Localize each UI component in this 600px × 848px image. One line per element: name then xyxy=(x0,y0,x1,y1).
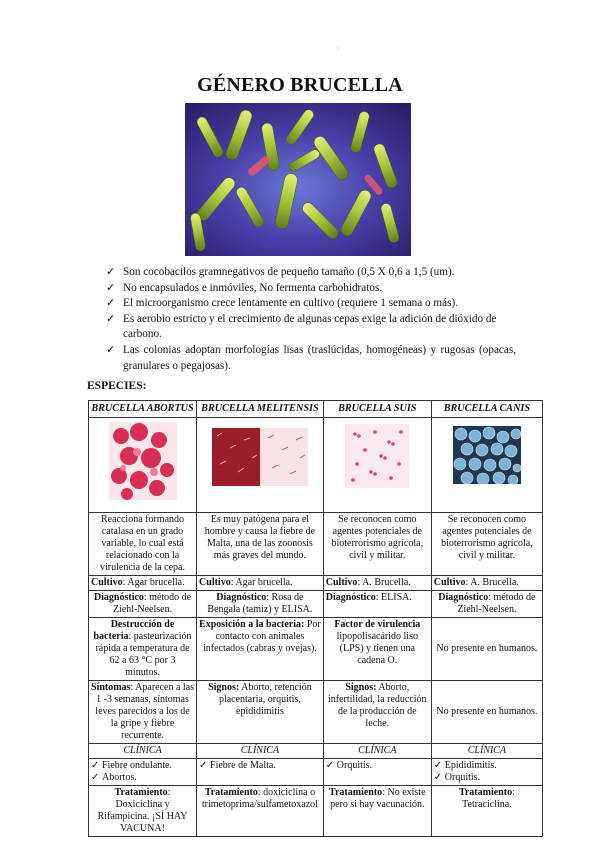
table-row xyxy=(89,513,543,576)
description-abortus: Reacciona formando catalasa en un grado variable, lo cual está relacionado con la virulencia de la cepa. xyxy=(89,513,197,576)
canis-image-cell xyxy=(431,418,542,513)
brucella-hero-illustration xyxy=(185,103,411,256)
diagnostico-suis: Diagnóstico: ELISA. xyxy=(323,591,431,618)
check-icon: ✓ xyxy=(106,266,116,278)
diagnostico-melitensis: Diagnóstico: Rosa de Bengala (tamiz) y ELISA. xyxy=(197,591,324,618)
description-suis: Se reconocen como agentes potenciales de bioterrorismo agrícola, civil y militar. xyxy=(323,513,431,576)
cultivo-canis: Cultivo: A. Brucella. xyxy=(431,576,542,591)
list-item: ✓ Es aerobio estricto y el crecimiento de algunas cepas exige la adición de dióxido de carbono. xyxy=(106,312,497,341)
tratamiento-canis: Tratamiento: Tetraciclina. xyxy=(431,786,542,837)
check-icon: ✓ xyxy=(433,760,443,771)
list-item: ✓ Fiebre de Malta. xyxy=(199,760,276,771)
list-item: ✓ Abortos. xyxy=(91,772,137,783)
list-item: ✓ No encapsulados e inmóviles, No fermenta carbohidratos. xyxy=(106,281,516,297)
header-canis: BRUCELLA CANIS xyxy=(431,401,542,418)
table-row xyxy=(89,591,543,618)
check-icon: ✓ xyxy=(91,760,100,771)
melitensis-micrograph xyxy=(212,428,308,486)
description-canis: Se reconocen como agentes potenciales de bioterrorismo agrícola, civil y militar. xyxy=(431,513,542,576)
diagnostico-abortus: Diagnóstico: método de Ziehl-Neelsen. xyxy=(89,591,197,618)
clinica-label-canis: CLÍNICA xyxy=(431,744,542,759)
list-item: ✓ El microorganismo crece lentamente en cultivo (requiere 1 semana o más). xyxy=(106,296,516,312)
suis-micrograph xyxy=(345,424,409,488)
page-title: GÉNERO BRUCELLA xyxy=(197,74,403,96)
suis-image-cell xyxy=(323,418,431,513)
check-icon: ✓ xyxy=(106,297,116,310)
species-heading: ESPECIES: xyxy=(87,380,147,392)
sintomas-abortus: Síntomas: Aparecen a las 1 -3 semanas, síntomas leves parecidos a los de la gripe y fiebre recurrente. xyxy=(89,681,197,744)
header-abortus: BRUCELLA ABORTUS xyxy=(89,401,197,418)
header-suis: BRUCELLA SUIS xyxy=(323,401,431,418)
melitensis-image-cell xyxy=(197,418,324,513)
check-icon: ✓ xyxy=(106,343,116,356)
table-header-row xyxy=(89,401,543,418)
cultivo-melitensis: Cultivo: Agar brucella. xyxy=(197,576,324,591)
table-row xyxy=(89,759,543,786)
signos-suis: Signos: Aborto, infertilidad, la reducción de la producción de leche. xyxy=(323,681,431,744)
destruccion-abortus: Destrucción de bacteria: pasteurización rápida a temperatura de 62 a 63 °C por 3 minutos. xyxy=(89,618,197,681)
clinica-suis xyxy=(323,759,431,786)
check-icon: ✓ xyxy=(199,760,208,771)
check-icon: ✓ xyxy=(91,772,100,783)
tratamiento-melitensis: Tratamiento: doxiciclina o trimetoprima/sulfametoxazol xyxy=(197,786,324,837)
diagnostico-canis: Diagnóstico: método de Ziehl-Neelsen. xyxy=(431,591,542,618)
description-melitensis: Es muy patógena para el hombre y causa la fiebre de Malta, una de las zoonosis más graves del mundo. xyxy=(197,513,324,576)
check-icon: ✓ xyxy=(325,760,335,771)
species-table xyxy=(88,400,543,837)
table-row xyxy=(89,576,543,591)
cultivo-suis: Cultivo: A. Brucella. xyxy=(323,576,431,591)
clinica-label-suis: CLÍNICA xyxy=(323,744,431,759)
clinica-abortus xyxy=(89,759,197,786)
table-row xyxy=(89,681,543,744)
header-melitensis: BRUCELLA MELITENSIS xyxy=(197,401,324,418)
exposicion-melitensis: Exposición a la bacteria: Por contacto con animales infectados (cabras y ovejas). xyxy=(197,618,324,681)
list-item: ✓ Son cocobacilos gramnegativos de pequeño tamaño (0,5 X 0,6 a 1,5 (um). xyxy=(106,265,516,281)
note-canis-1: No presente en humanos. xyxy=(431,618,542,681)
canis-micrograph xyxy=(453,426,521,484)
table-row xyxy=(89,786,543,837)
characteristics-list xyxy=(106,265,516,374)
table-row xyxy=(89,618,543,681)
check-icon: ✓ xyxy=(106,281,116,294)
abortus-image-cell xyxy=(89,418,197,513)
list-item: ✓ Orquitis. xyxy=(325,760,373,771)
note-canis-2: No presente en humanos. xyxy=(431,681,542,744)
table-row xyxy=(89,744,543,759)
header-mark: · xyxy=(337,44,340,53)
clinica-label-melitensis: CLÍNICA xyxy=(197,744,324,759)
signos-melitensis: Signos: Aborto, retención placentaria, orquitis, epididimitis xyxy=(197,681,324,744)
virulencia-suis: Factor de virulencia lipopolisacárido liso (LPS) y tienen una cadena O. xyxy=(323,618,431,681)
cultivo-abortus: Cultivo: Agar brucella. xyxy=(89,576,197,591)
table-row xyxy=(89,418,543,513)
list-item: ✓ Las colonias adoptan morfologías lisas (traslúcidas, homogéneas) y rugosas (opacas, granulares o pegajosas). xyxy=(106,343,516,372)
clinica-canis xyxy=(431,759,542,786)
clinica-melitensis xyxy=(197,759,324,786)
list-item: ✓ Fiebre ondulante. xyxy=(91,760,172,771)
list-item: ✓ Epididimitis. xyxy=(433,760,497,771)
tratamiento-abortus: Tratamiento: Doxiciclina y Rifampicina. ¡SÍ HAY VACUNA! xyxy=(89,786,197,837)
list-item: ✓ Orquitis. xyxy=(433,772,481,783)
check-icon: ✓ xyxy=(433,772,443,783)
abortus-micrograph xyxy=(109,422,177,500)
check-icon: ✓ xyxy=(106,312,116,325)
clinica-label-abortus: CLÍNICA xyxy=(89,744,197,759)
tratamiento-suis: Tratamiento: No existe pero si hay vacunación. xyxy=(323,786,431,837)
